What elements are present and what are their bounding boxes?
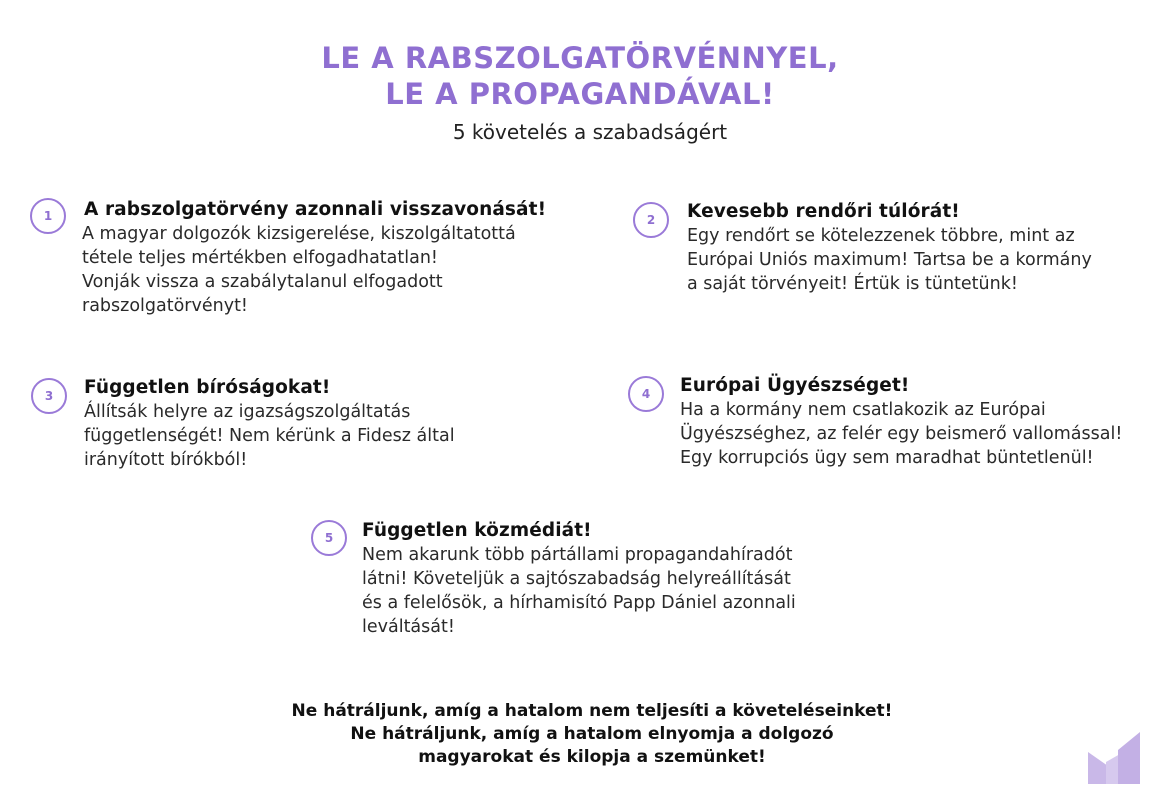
demand-text-line: függetlenségét! Nem kérünk a Fidesz által [84,426,455,446]
demand-text-line: Európai Uniós maximum! Tartsa be a kormány [687,250,1092,270]
demand-text [687,224,1092,296]
demand-title: Független közmédiát! [362,520,592,541]
closing-line-1: Ne hátráljunk, amíg a hatalom nem teljesíti a követeléseinket! [291,701,893,721]
demand-title: Európai Ügyészséget! [680,375,910,396]
demand-number-badge: 4 [628,376,664,412]
momentum-logo-icon [1088,732,1140,784]
demand-text [680,398,1122,470]
demand-number-badge: 3 [31,378,67,414]
demand-text-line: Nem akarunk több pártállami propagandahíradót [362,545,793,565]
demand-number-badge: 1 [30,198,66,234]
demand-text-line: A magyar dolgozók kizsigerelése, kiszolgáltatottá [82,224,516,244]
demand-text-line: és a felelősök, a hírhamisító Papp Dániel azonnali [362,593,796,613]
demand-text-line: rabszolgatörvényt! [82,296,248,316]
demand-text-line: Egy korrupciós ügy sem maradhat büntetlenül! [680,448,1094,468]
demand-title: Független bíróságokat! [84,377,331,398]
demand-title: A rabszolgatörvény azonnali visszavonását! [84,199,547,220]
poster-title [0,40,1160,112]
demand-text-line: leváltását! [362,617,455,637]
demand-text-line: Egy rendőrt se kötelezzenek többre, mint az [687,226,1075,246]
demand-text [84,400,455,472]
closing-line-2: Ne hátráljunk, amíg a hatalom elnyomja a dolgozó [350,724,834,744]
title-line-1: LE A RABSZOLGATÖRVÉNNYEL, [321,41,839,75]
poster-subtitle: 5 követelés a szabadságért [452,120,728,144]
demand-text [362,543,796,639]
title-line-2: LE A PROPAGANDÁVAL! [385,77,775,111]
demand-number-badge: 5 [311,520,347,556]
demand-text-line: irányított bírókból! [84,450,248,470]
demand-text-line: Vonják vissza a szabálytalanul elfogadott [82,272,443,292]
demand-text-line: a saját törvényeit! Értük is tüntetünk! [687,274,1018,294]
demand-number-badge: 2 [633,202,669,238]
demand-text [82,222,516,318]
closing-statement [0,700,1160,769]
demand-text-line: látni! Követeljük a sajtószabadság helyreállítását [362,569,791,589]
demand-text-line: Ha a kormány nem csatlakozik az Európai [680,400,1046,420]
demand-title: Kevesebb rendőri túlórát! [687,201,960,222]
demand-text-line: Ügyészséghez, az felér egy beismerő vallomással! [680,424,1123,444]
closing-line-3: magyarokat és kilopja a szemünket! [418,747,766,767]
demand-text-line: tétele teljes mértékben elfogadhatatlan! [82,248,438,268]
demand-text-line: Állítsák helyre az igazságszolgáltatás [84,402,411,422]
